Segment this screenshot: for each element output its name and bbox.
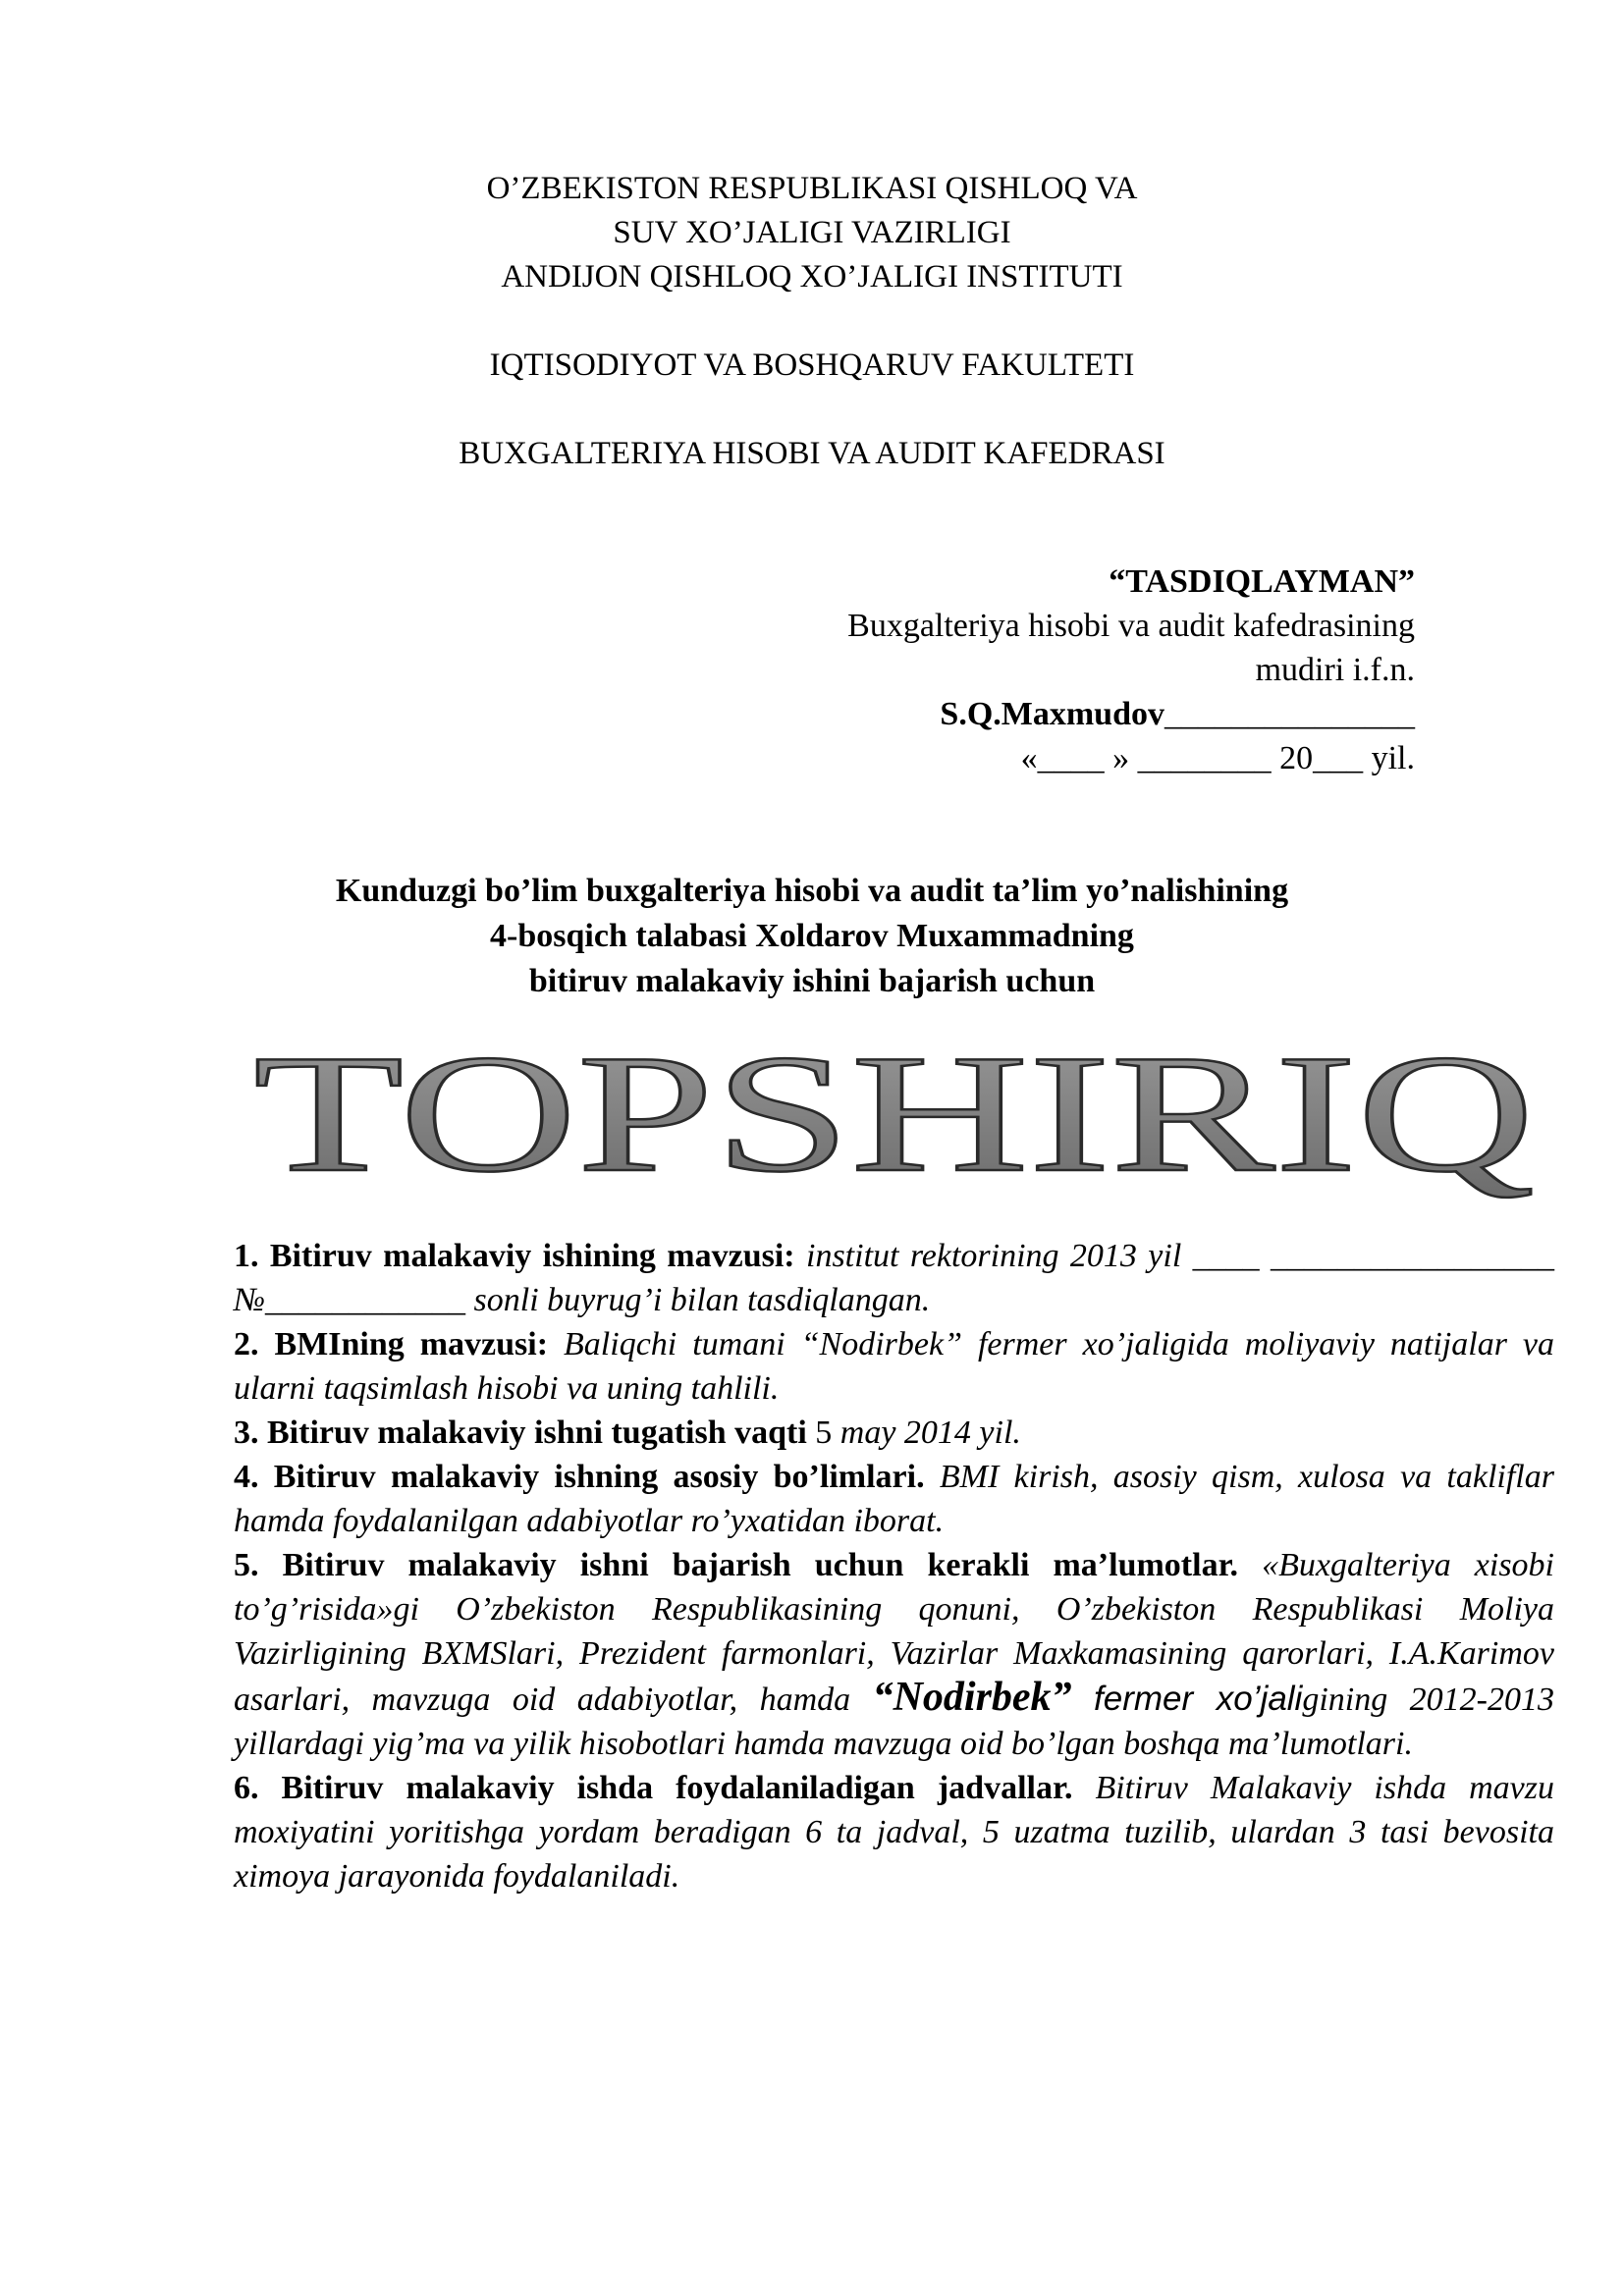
assignment-items: [234, 1234, 1554, 1898]
item-4-heading: Bitiruv malakaviy ishning asosiy bo’limlari.: [273, 1459, 925, 1495]
ministry-line-1: O’ZBEKISTON RESPUBLIKASI QISHLOQ VA: [486, 171, 1138, 206]
item-3: [234, 1411, 1554, 1455]
intro-line-2: 4-bosqich talabasi Xoldarov Muxammadning: [490, 918, 1134, 954]
item-1-text: institut rektorining 2013 yil ____ _________________ №____________ sonli buyrug’i bilan tasdiqlangan.: [234, 1238, 1555, 1318]
item-4-number: 4.: [234, 1459, 259, 1495]
item-5-text-a: «Buxgalteriya xisobi to’g’risida»gi O’zbekiston Respublikasining qonuni, O’zbekiston Respublikasi Moliya Vazirligining BXMSlari, Prezident farmonlari, Vazirlar Maxkamasining qarorlari, I.A.Karimov asarlari, mavzuga oid adabiyotlar, hamda: [234, 1547, 1555, 1718]
faculty-name: IQTISODIYOT VA BOSHQARUV FAKULTETI: [489, 347, 1135, 383]
item-6-heading: Bitiruv malakaviy ishda foydalaniladigan jadvallar.: [281, 1770, 1073, 1806]
item-5-text-b: gining 2012-2013 yillardagi yig’ma va yilik hisobotlari hamda mavzuga oid bo’lgan boshqa ma’lumotlari.: [234, 1682, 1554, 1762]
item-6-number: 6.: [234, 1770, 259, 1806]
item-2-heading: BMIning mavzusi:: [274, 1326, 549, 1362]
assignment-intro: [0, 869, 1624, 1004]
wordart-title: [245, 1021, 1561, 1207]
approval-line-2: mudiri i.f.n.: [1255, 652, 1415, 688]
approval-signer: S.Q.Maxmudov: [940, 696, 1164, 732]
item-5-farm-word: fermer xo’jali: [1094, 1680, 1303, 1718]
item-3-text: may 2014 yil.: [832, 1415, 1021, 1451]
item-5-number: 5.: [234, 1547, 259, 1583]
item-3-number: 3.: [234, 1415, 259, 1451]
item-6: [234, 1766, 1554, 1898]
item-6-text: Bitiruv Malakaviy ishda mavzu moxiyatini yoritishga yordam beradigan 6 ta jadval, 5 uzatma tuzilib, ulardan 3 tasi bevosita ximoya jarayonida foydalaniladi.: [234, 1770, 1554, 1895]
item-4-text: BMI kirish, asosiy qism, xulosa va takliflar hamda foydalanilgan adabiyotlar ro’yxatidan iborat.: [234, 1459, 1554, 1539]
approval-signer-line: [629, 692, 1415, 736]
item-3-heading: Bitiruv malakaviy ishni tugatish vaqti: [267, 1415, 807, 1451]
approval-block: [629, 560, 1415, 780]
item-5-farm-name: “Nodirbek”: [872, 1675, 1072, 1720]
item-5: [234, 1543, 1554, 1766]
intro-line-3: bitiruv malakaviy ishini bajarish uchun: [528, 963, 1096, 999]
signature-blank: _______________: [1164, 696, 1415, 732]
approval-title: “TASDIQLAYMAN”: [1109, 563, 1415, 600]
intro-line-1: Kunduzgi bo’lim buxgalteriya hisobi va audit ta’lim yo’nalishining: [335, 873, 1289, 909]
item-2-text: Baliqchi tumani “Nodirbek” fermer xo’jaligida moliyaviy natijalar va ularni taqsimlash hisobi va uning tahlili.: [234, 1326, 1555, 1407]
wordart-title-text: TOPSHIRIQ: [253, 1021, 1535, 1207]
approval-line-1: Buxgalteriya hisobi va audit kafedrasining: [847, 608, 1415, 644]
institute-name: ANDIJON QISHLOQ XO’JALIGI INSTITUTI: [501, 259, 1123, 294]
item-3-day: 5: [806, 1415, 833, 1451]
item-2-number: 2.: [234, 1326, 259, 1362]
approval-date-line: «____ » ________ 20___ yil.: [1020, 740, 1415, 776]
item-1-heading: Bitiruv malakaviy ishining mavzusi:: [269, 1238, 795, 1274]
institution-header: [0, 167, 1624, 299]
item-2: [234, 1322, 1554, 1411]
item-5-heading: Bitiruv malakaviy ishni bajarish uchun kerakli ma’lumotlar.: [282, 1547, 1239, 1583]
item-1-number: 1.: [234, 1238, 259, 1274]
item-1: [234, 1234, 1554, 1322]
item-4: [234, 1455, 1554, 1543]
ministry-line-2: SUV XO’JALIGI VAZIRLIGI: [613, 215, 1011, 250]
department-name: BUXGALTERIYA HISOBI VA AUDIT KAFEDRASI: [459, 436, 1165, 471]
